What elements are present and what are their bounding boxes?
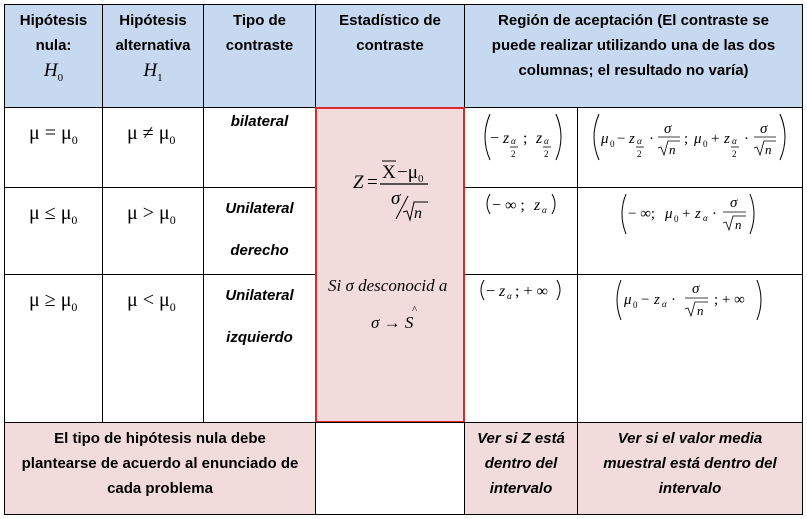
header-type-line2: contraste [225, 37, 294, 54]
svg-text:−: − [490, 130, 500, 147]
svg-text:μ: μ [601, 131, 609, 147]
header-h0-line2: nula: [35, 37, 72, 54]
row1-h0-text: μ = μ [29, 122, 72, 144]
footer-note-line3: cada problema [107, 480, 213, 497]
svg-text:α: α [637, 136, 642, 146]
row1-type-line1: bilateral [230, 113, 289, 130]
row3-type-line2: izquierdo [226, 329, 293, 346]
svg-text:−μ: −μ [397, 162, 418, 183]
svg-text:+: + [682, 206, 691, 222]
svg-text:z: z [499, 283, 506, 300]
header-statistic-line1: Estadístico de [339, 12, 441, 29]
svg-text:0: 0 [703, 139, 708, 149]
svg-text:α: α [662, 299, 667, 309]
row2-h0-text: μ ≤ μ [29, 202, 72, 224]
header-statistic-line2: contraste [356, 37, 424, 54]
row3-h0-text: μ ≥ μ [29, 289, 72, 311]
svg-text:σ: σ [391, 188, 401, 209]
svg-text:·: · [671, 292, 676, 308]
svg-text:α: α [511, 136, 516, 146]
footer-x-line1: Ver si el valor media [617, 430, 763, 447]
svg-text:α: α [703, 213, 708, 223]
header-h1-symbol: $H_1$ [143, 60, 163, 84]
row3-region-x-formula [617, 280, 761, 320]
svg-text:; + ∞: ; + ∞ [714, 292, 745, 308]
row3-type-line1: Unilateral [225, 287, 294, 304]
statistic-note-line1: Si σ desconocid a [328, 276, 448, 295]
svg-text:n: n [414, 205, 422, 222]
row1-region-z-formula [485, 114, 561, 160]
row2-h1: $\mu > \mu_0$ [102, 187, 204, 275]
row1-region-x-formula [594, 114, 785, 160]
svg-text:2: 2 [637, 149, 642, 159]
svg-text:2: 2 [544, 149, 549, 159]
svg-text:−: − [641, 292, 650, 308]
svg-text:μ: μ [694, 131, 702, 147]
svg-text:·: · [712, 206, 717, 222]
svg-text:^: ^ [412, 304, 418, 316]
svg-text:μ: μ [665, 206, 673, 222]
svg-text:−: − [617, 131, 626, 147]
svg-text:α: α [507, 291, 512, 301]
svg-text:2: 2 [511, 149, 516, 159]
footer-x-line3: intervalo [658, 480, 722, 497]
row2-type-line2: derecho [230, 242, 289, 259]
svg-text:X: X [382, 162, 396, 183]
row2-h0: $\mu \le \mu_0$ [4, 187, 103, 275]
svg-text:z: z [695, 206, 701, 222]
svg-text:z: z [654, 292, 660, 308]
row2-type-line1: Unilateral [225, 200, 294, 217]
svg-text:σ → S: σ → S [371, 313, 414, 332]
svg-text:−: − [486, 283, 496, 300]
header-type-line1: Tipo de [232, 12, 287, 29]
svg-text:α: α [542, 205, 547, 215]
row1-h0: $\mu = \mu_0$ [4, 107, 103, 188]
svg-text:·: · [649, 131, 654, 147]
svg-text:n: n [669, 142, 676, 157]
header-h1-line1: Hipótesis [119, 12, 187, 29]
svg-text:0: 0 [418, 173, 424, 185]
statistic-formula [353, 161, 428, 222]
footer-z-line1: Ver si Z está [477, 430, 565, 447]
svg-text:− ∞;: − ∞; [628, 206, 656, 222]
header-h0-symbol: $H_0$ [43, 60, 64, 84]
row3-region-z-formula [481, 280, 560, 301]
row3-h0: $\mu \ge \mu_0$ [4, 274, 103, 423]
row2-region-z-formula [487, 194, 555, 215]
row3-h1-text: μ < μ [127, 289, 170, 311]
svg-text:0: 0 [674, 214, 679, 224]
svg-text:n: n [697, 303, 704, 318]
header-region-line1: Región de aceptación (El contraste se [498, 12, 769, 29]
row3-h1: $\mu < \mu_0$ [102, 274, 204, 423]
svg-text:α: α [732, 136, 737, 146]
svg-text:σ: σ [664, 121, 672, 137]
svg-text:z: z [503, 130, 510, 147]
header-h1-line2: alternativa [115, 37, 191, 54]
svg-text:σ: σ [692, 281, 700, 297]
svg-text:Z: Z [353, 172, 364, 193]
svg-text:− ∞ ;: − ∞ ; [492, 197, 525, 214]
svg-text:n: n [735, 217, 742, 232]
svg-text:; + ∞: ; + ∞ [515, 283, 548, 300]
svg-text:z: z [724, 131, 730, 147]
header-region-line3: columnas; el resultado no varía) [518, 62, 749, 79]
statistic-note-line2 [371, 304, 418, 332]
svg-text:σ: σ [760, 121, 768, 137]
svg-text:μ: μ [624, 292, 632, 308]
footer-z-line3: intervalo [489, 480, 553, 497]
svg-text:σ: σ [730, 195, 738, 211]
svg-text:;: ; [684, 131, 689, 147]
svg-text:α: α [544, 136, 549, 146]
footer-note-line2: plantearse de acuerdo al enunciado de [21, 455, 299, 472]
header-region-line2: puede realizar utilizando una de las dos [491, 37, 776, 54]
header-h0-line1: Hipótesis [19, 12, 88, 29]
svg-text:n: n [765, 142, 772, 157]
row1-h1: $\mu \ne \mu_0$ [102, 107, 204, 188]
svg-text:z: z [629, 131, 635, 147]
footer-x-line2: muestral está dentro del [603, 455, 777, 472]
row1-h1-text: μ ≠ μ [127, 122, 170, 144]
svg-text:+: + [711, 131, 720, 147]
svg-text:2: 2 [732, 149, 737, 159]
footer-z-line2: dentro del [484, 455, 558, 472]
svg-text:0: 0 [633, 300, 638, 310]
svg-text:z: z [534, 197, 541, 214]
row2-region-x-formula [622, 194, 754, 234]
svg-text:=: = [367, 172, 378, 193]
row2-h1-text: μ > μ [127, 202, 170, 224]
svg-text:z: z [536, 130, 543, 147]
svg-text:0: 0 [610, 139, 615, 149]
svg-text:·: · [744, 131, 749, 147]
svg-text:;: ; [523, 130, 528, 147]
footer-note-line1: El tipo de hipótesis nula debe [54, 430, 266, 447]
